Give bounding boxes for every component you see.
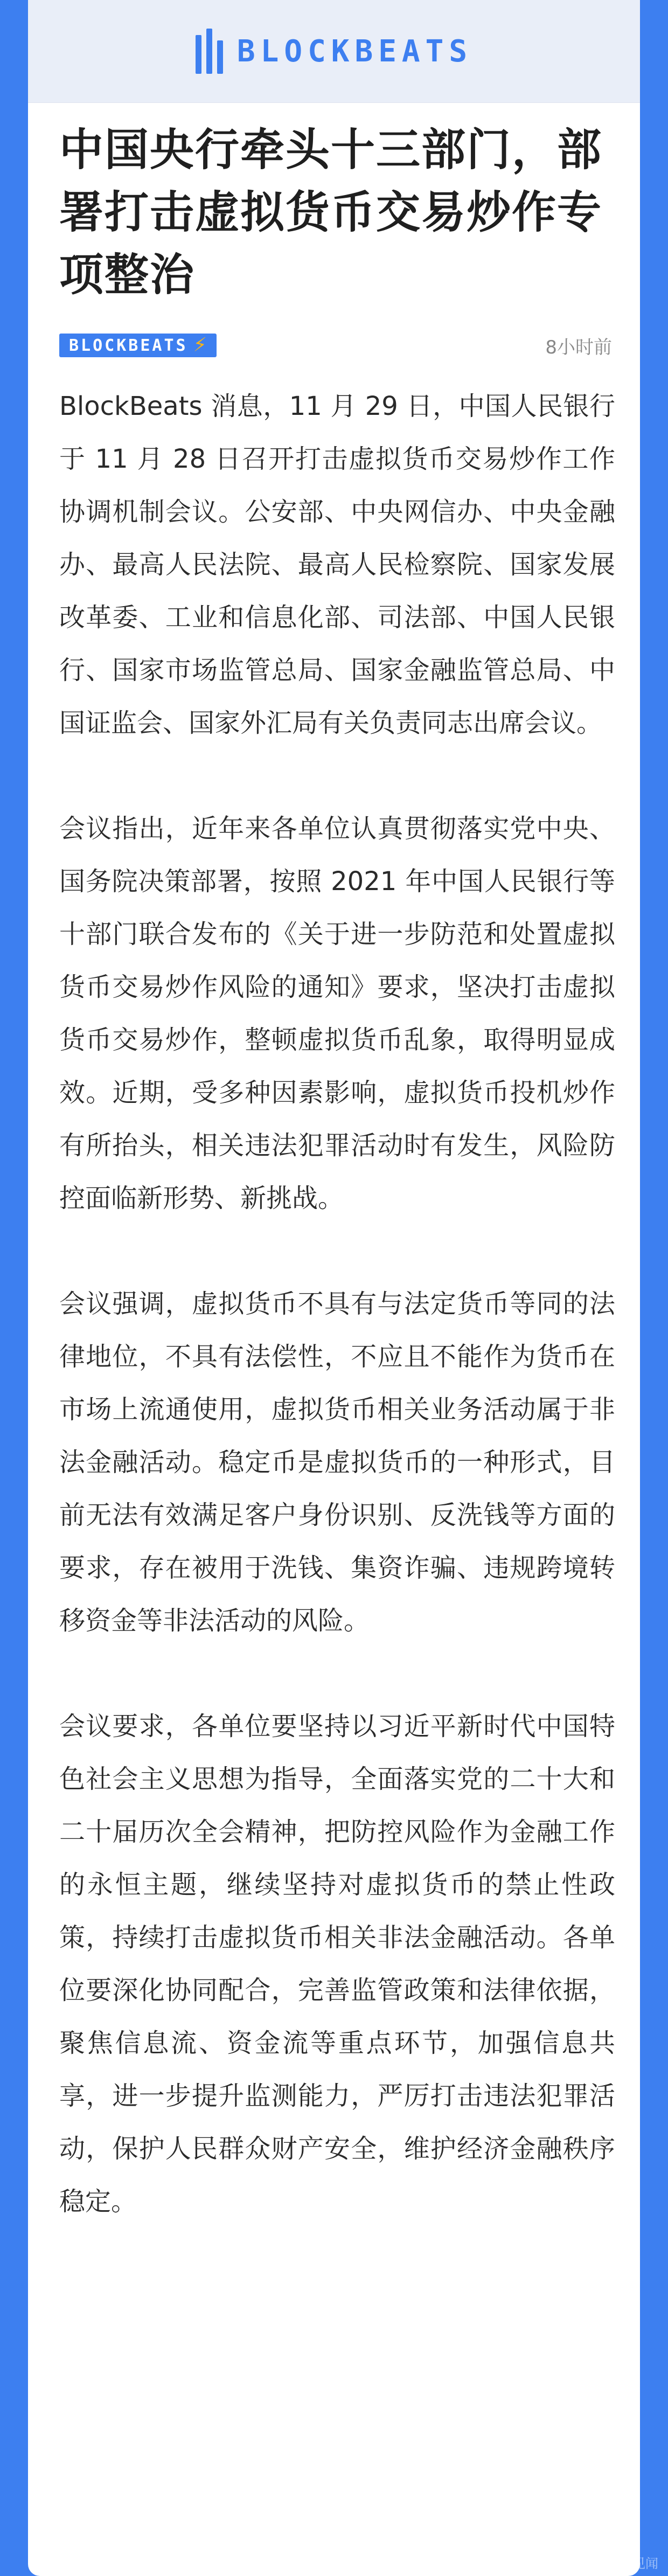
paragraph: 会议指出，近年来各单位认真贯彻落实党中央、国务院决策部署，按照 2021 年中国人民银行等十部门联合发布的《关于进一步防范和处置虚拟货币交易炒作风险的通知》要求，坚决打击虚拟货币交易炒作，整顿虚拟货币乱象，取得明显成效。近期，受多种因素影响，虚拟货币投机炒作有所抬头，相关违法犯罪活动时有发生，风险防控面临新形势、新挑战。	[59, 814, 615, 1213]
weibo-icon	[563, 2556, 576, 2569]
article-body	[59, 380, 615, 2228]
article-card	[28, 0, 640, 2576]
publish-time: 8小时前	[545, 336, 612, 358]
blockbeats-logo-icon	[196, 29, 223, 74]
paragraph: 会议要求，各单位要坚持以习近平新时代中国特色社会主义思想为指导，全面落实党的二十大和二十届历次全会精神，把防控风险作为金融工作的永恒主题，继续坚持对虚拟货币的禁止性政策，持续打击虚拟货币相关非法金融活动。各单位要深化协同配合，完善监管政策和法律依据，聚焦信息流、资金流等重点环节，加强信息共享，进一步提升监测能力，严厉打击违法犯罪活动，保护人民群众财产安全，维护经济金融秩序稳定。	[59, 1711, 615, 2217]
paragraph: BlockBeats 消息，11 月 29 日，中国人民银行于 11 月 28 日召开打击虚拟货币交易炒作工作协调机制会议。公安部、中央网信办、中央金融办、最高人民法院、最高人民检察院、国家发展改革委、工业和信息化部、司法部、中国人民银行、国家市场监管总局、国家金融监管总局、中国证监会、国家外汇局有关负责同志出席会议。	[59, 391, 615, 738]
brand-header	[28, 0, 640, 103]
article-title: 中国央行牵头十三部门，部署打击虚拟货币交易炒作专项整治	[59, 124, 603, 301]
lightning-icon: ⚡	[193, 334, 207, 356]
source-badge[interactable]	[59, 334, 217, 357]
brand-name: BLOCKBEATS	[236, 33, 473, 69]
article-meta	[59, 329, 612, 362]
source-badge-label: BLOCKBEATS	[69, 336, 188, 355]
watermark	[563, 2553, 658, 2572]
paragraph: 会议强调，虚拟货币不具有与法定货币等同的法律地位，不具有法偿性，不应且不能作为货币在市场上流通使用，虚拟货币相关业务活动属于非法金融活动。稳定币是虚拟货币的一种形式，目前无法有效满足客户身份识别、反洗钱等方面的要求，存在被用于洗钱、集资诈骗、违规跨境转移资金等非法活动的风险。	[59, 1289, 615, 1636]
watermark-text: @华尔街见闻	[581, 2556, 658, 2571]
